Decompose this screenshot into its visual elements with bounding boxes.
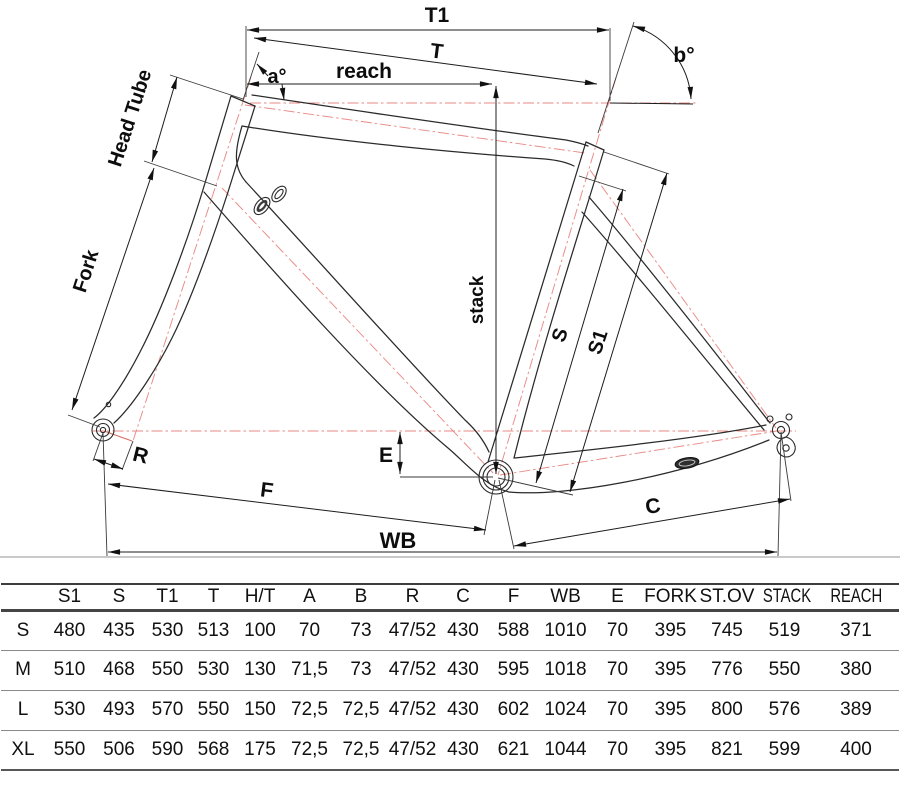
cell: 130 [244,659,276,680]
cell: 435 [103,619,135,641]
cell: 588 [497,619,530,641]
table-row-size-m [1,650,899,690]
size-label: XL [11,738,35,760]
cable-ports [251,184,289,218]
label-head-tube: Head Tube [104,66,157,170]
col-header-t: T [207,585,220,607]
cell: 1044 [544,738,587,760]
dim-s1 [570,173,667,492]
cell: 519 [768,619,801,641]
size-label: S [16,619,30,641]
cell: 821 [711,738,743,760]
down-tube-lower-edge [204,192,509,492]
label-t1: T1 [424,4,450,27]
label-r: R [130,442,151,469]
label-angle-a: a° [267,66,287,88]
dimension-labels [69,4,694,553]
seat-stay-lower-edge [582,212,764,430]
front-axle [100,427,105,432]
cell: 150 [244,699,276,720]
col-header-b: B [354,585,368,607]
dim-f [108,484,486,530]
cell: 395 [654,619,687,641]
cell: 430 [447,619,479,641]
cell: 576 [768,699,801,720]
label-s: S [547,325,573,345]
cell: 530 [151,619,184,641]
frame-outline [92,95,795,494]
col-header-reach: REACH [830,585,882,607]
cell: 70 [606,619,629,641]
label-wb: WB [379,528,417,553]
table-row-size-xl [1,730,899,770]
col-header-r: R [405,585,420,607]
top-tube-lower-edge [242,126,574,166]
cell: 72,5 [291,699,328,720]
down-tube-upper-edge [246,182,489,452]
cell: 73 [350,619,372,641]
angle-a-leader-1 [257,64,268,76]
cell: 590 [151,738,184,760]
cell: 72,5 [342,738,380,760]
seat-tube-front-edge [488,142,586,462]
head-tube-cap [231,96,255,106]
cell: 776 [711,659,743,680]
cell: 72,5 [342,699,380,720]
cell: 480 [53,619,86,641]
dim-r [94,459,123,469]
dim-head-tube [152,77,177,162]
cell: 395 [654,659,687,680]
label-angle-b: b° [673,44,695,67]
cell: 800 [711,699,743,720]
seat-tube-rear-edge [514,150,604,458]
label-c: C [643,494,663,520]
table-row-size-s [1,610,899,650]
label-fork: Fork [69,247,104,296]
cell: 100 [244,619,276,641]
col-header-blank [1,584,45,610]
head-fork-rear-edge [114,106,255,423]
derailleur-hanger [777,437,795,457]
col-header-a: A [303,585,316,607]
cell: 395 [654,699,687,720]
size-label: L [17,699,29,720]
cell: 73 [350,659,372,680]
head-inner-fillet [236,126,246,182]
cell: 47/52 [388,659,437,680]
col-header-s: S [112,585,126,607]
size-label: M [15,659,31,680]
cell: 175 [244,738,276,760]
cell: 47/52 [388,738,437,760]
cell: 530 [197,659,230,680]
col-header-s1: S1 [57,585,82,607]
col-header-stov: ST.OV [699,585,755,607]
cell: 70 [606,699,629,720]
cell: 568 [197,738,230,760]
cell: 47/52 [388,619,437,641]
label-t: T [429,39,445,64]
cell: 1010 [544,619,587,641]
cell: 599 [768,738,801,760]
cell: 430 [447,699,479,720]
dim-t [254,38,597,84]
cell: 71,5 [291,659,328,680]
cell: 550 [768,659,801,680]
cell: 595 [497,659,530,680]
label-f: F [259,478,275,503]
cell: 47/52 [388,699,437,720]
cell: 1018 [544,659,587,680]
geometry-table-section [0,583,900,771]
label-stack: stack [467,275,488,325]
cell: 70 [606,738,629,760]
table-row-size-l [1,690,899,730]
label-e: E [378,444,394,467]
col-header-wb: WB [550,585,581,607]
chain-stay-lower-edge [509,440,769,493]
cell: 570 [151,699,184,720]
cell: 621 [497,738,530,760]
label-reach: reach [335,60,393,83]
cell: 70 [298,619,321,641]
cell: 380 [840,659,872,680]
table-header-row [1,584,899,610]
cell: 745 [711,619,743,641]
cell: 430 [447,738,479,760]
chainstay-logo [674,456,699,470]
cell: 70 [606,659,629,680]
cell: 530 [53,699,86,720]
cell: 430 [447,659,479,680]
cell: 1024 [544,699,587,720]
cell: 506 [103,738,135,760]
col-header-c: C [456,585,470,607]
cell: 389 [840,699,872,720]
col-header-stack: STACK [762,585,812,607]
col-header-f: F [507,585,520,607]
col-header-ht: H/T [244,585,276,607]
col-header-fork: FORK [644,585,697,607]
cell: 371 [840,619,872,641]
col-header-t1: T1 [156,585,179,607]
cell: 395 [654,738,687,760]
cell: 468 [103,659,135,680]
col-header-e: E [611,585,624,607]
label-s1: S1 [584,327,613,358]
cell: 602 [497,699,530,720]
seat-stay-upper-edge [589,197,770,423]
cell: 550 [151,659,184,680]
cell: 72,5 [291,738,328,760]
cell: 513 [197,619,230,641]
cell: 510 [53,659,86,680]
cell: 550 [53,738,86,760]
cell: 400 [840,738,872,760]
cell: 550 [197,699,230,720]
cell: 493 [103,699,135,720]
geometry-table [1,583,899,771]
dimension-lines [72,26,790,552]
